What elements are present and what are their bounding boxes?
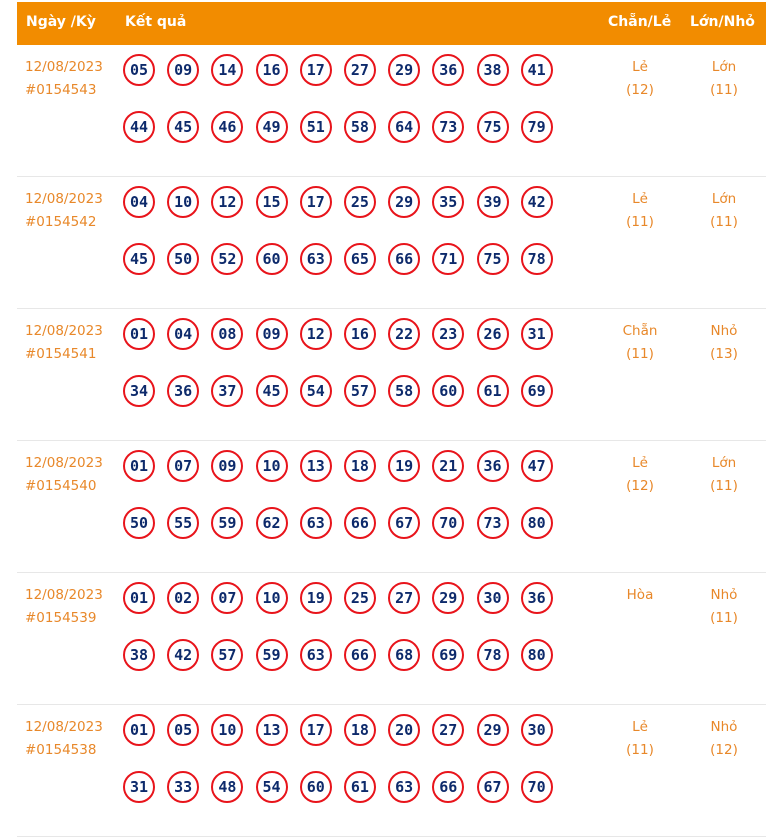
big-small-count: (13) <box>710 346 738 362</box>
number-ball: 61 <box>344 771 376 803</box>
draw-id-link[interactable]: #0154543 <box>25 82 97 98</box>
number-ball: 33 <box>167 771 199 803</box>
number-ball: 29 <box>388 54 420 86</box>
number-ball: 39 <box>477 186 509 218</box>
number-ball: 66 <box>388 243 420 275</box>
number-ball: 13 <box>256 714 288 746</box>
number-ball: 25 <box>344 186 376 218</box>
number-ball: 62 <box>256 507 288 539</box>
number-row <box>123 243 573 277</box>
number-ball: 08 <box>211 318 243 350</box>
even-odd-label: Hòa <box>626 587 654 603</box>
draw-info <box>25 584 103 630</box>
table-row <box>17 705 766 837</box>
big-small-label: Nhỏ <box>710 587 738 603</box>
table-row <box>17 45 766 177</box>
even-odd-result <box>610 452 670 498</box>
big-small-count: (11) <box>710 610 738 626</box>
even-odd-result <box>610 56 670 102</box>
number-ball: 31 <box>123 771 155 803</box>
number-ball: 09 <box>211 450 243 482</box>
number-ball: 44 <box>123 111 155 143</box>
number-ball: 01 <box>123 714 155 746</box>
big-small-label: Nhỏ <box>710 323 738 339</box>
number-ball: 04 <box>167 318 199 350</box>
number-row <box>123 771 573 805</box>
number-ball: 78 <box>521 243 553 275</box>
big-small-label: Lớn <box>711 191 737 207</box>
number-ball: 60 <box>300 771 332 803</box>
number-ball: 01 <box>123 318 155 350</box>
number-row <box>123 450 573 484</box>
draw-id-link[interactable]: #0154539 <box>25 610 97 626</box>
number-ball: 29 <box>388 186 420 218</box>
number-ball: 02 <box>167 582 199 614</box>
number-ball: 23 <box>432 318 464 350</box>
even-odd-count: (12) <box>626 82 654 98</box>
number-ball: 12 <box>300 318 332 350</box>
number-row <box>123 375 573 409</box>
even-odd-count: (11) <box>626 742 654 758</box>
number-ball: 63 <box>388 771 420 803</box>
table-row <box>17 177 766 309</box>
number-ball: 38 <box>477 54 509 86</box>
number-ball: 36 <box>167 375 199 407</box>
number-ball: 30 <box>477 582 509 614</box>
number-ball: 55 <box>167 507 199 539</box>
header-big-small: Lớn/Nhỏ <box>690 14 755 30</box>
number-ball: 49 <box>256 111 288 143</box>
draw-id-link[interactable]: #0154541 <box>25 346 97 362</box>
draw-date: 12/08/2023 <box>25 719 103 735</box>
number-ball: 22 <box>388 318 420 350</box>
number-ball: 19 <box>388 450 420 482</box>
number-ball: 25 <box>344 582 376 614</box>
number-ball: 70 <box>521 771 553 803</box>
number-ball: 51 <box>300 111 332 143</box>
number-ball: 69 <box>432 639 464 671</box>
big-small-result <box>694 452 754 498</box>
even-odd-label: Lẻ <box>632 59 648 75</box>
number-ball: 80 <box>521 507 553 539</box>
number-ball: 80 <box>521 639 553 671</box>
even-odd-result <box>610 584 670 607</box>
draw-date: 12/08/2023 <box>25 59 103 75</box>
header-date: Ngày /Kỳ <box>26 14 96 30</box>
number-ball: 10 <box>256 450 288 482</box>
number-ball: 70 <box>432 507 464 539</box>
draw-date: 12/08/2023 <box>25 455 103 471</box>
big-small-count: (11) <box>710 478 738 494</box>
number-ball: 14 <box>211 54 243 86</box>
number-ball: 58 <box>388 375 420 407</box>
number-ball: 69 <box>521 375 553 407</box>
number-row <box>123 318 573 352</box>
number-row <box>123 639 573 673</box>
table-row <box>17 573 766 705</box>
number-ball: 01 <box>123 582 155 614</box>
number-ball: 07 <box>167 450 199 482</box>
even-odd-count: (11) <box>626 346 654 362</box>
number-ball: 29 <box>432 582 464 614</box>
results-table <box>17 2 766 837</box>
big-small-label: Lớn <box>711 59 737 75</box>
number-ball: 26 <box>477 318 509 350</box>
number-row <box>123 186 573 220</box>
number-ball: 54 <box>300 375 332 407</box>
table-row <box>17 309 766 441</box>
number-ball: 64 <box>388 111 420 143</box>
number-ball: 15 <box>256 186 288 218</box>
draw-id-link[interactable]: #0154540 <box>25 478 97 494</box>
number-ball: 58 <box>344 111 376 143</box>
number-row <box>123 507 573 541</box>
number-ball: 37 <box>211 375 243 407</box>
number-ball: 73 <box>432 111 464 143</box>
result-numbers <box>123 54 573 168</box>
number-ball: 17 <box>300 714 332 746</box>
number-ball: 10 <box>256 582 288 614</box>
number-ball: 31 <box>521 318 553 350</box>
big-small-result <box>694 188 754 234</box>
number-ball: 54 <box>256 771 288 803</box>
number-ball: 07 <box>211 582 243 614</box>
number-ball: 73 <box>477 507 509 539</box>
number-ball: 36 <box>432 54 464 86</box>
number-row <box>123 714 573 748</box>
number-ball: 30 <box>521 714 553 746</box>
draw-id-link[interactable]: #0154538 <box>25 742 97 758</box>
number-ball: 10 <box>211 714 243 746</box>
number-ball: 18 <box>344 714 376 746</box>
even-odd-label: Lẻ <box>632 719 648 735</box>
number-ball: 38 <box>123 639 155 671</box>
number-ball: 59 <box>256 639 288 671</box>
number-ball: 29 <box>477 714 509 746</box>
number-ball: 42 <box>167 639 199 671</box>
number-ball: 17 <box>300 54 332 86</box>
number-ball: 79 <box>521 111 553 143</box>
draw-date: 12/08/2023 <box>25 587 103 603</box>
big-small-result <box>694 716 754 762</box>
number-ball: 01 <box>123 450 155 482</box>
big-small-result <box>694 320 754 366</box>
draw-info <box>25 56 103 102</box>
even-odd-result <box>610 716 670 762</box>
number-ball: 60 <box>256 243 288 275</box>
number-ball: 34 <box>123 375 155 407</box>
number-ball: 19 <box>300 582 332 614</box>
result-numbers <box>123 450 573 564</box>
draw-date: 12/08/2023 <box>25 191 103 207</box>
draw-info <box>25 188 103 234</box>
number-ball: 17 <box>300 186 332 218</box>
number-ball: 16 <box>344 318 376 350</box>
even-odd-label: Chẵn <box>622 323 658 339</box>
number-ball: 27 <box>344 54 376 86</box>
table-row <box>17 441 766 573</box>
number-ball: 04 <box>123 186 155 218</box>
number-ball: 57 <box>211 639 243 671</box>
number-ball: 75 <box>477 111 509 143</box>
number-ball: 45 <box>123 243 155 275</box>
number-ball: 57 <box>344 375 376 407</box>
number-ball: 36 <box>521 582 553 614</box>
even-odd-label: Lẻ <box>632 455 648 471</box>
number-ball: 05 <box>123 54 155 86</box>
result-numbers <box>123 186 573 300</box>
even-odd-count: (11) <box>626 214 654 230</box>
number-row <box>123 111 573 145</box>
even-odd-result <box>610 320 670 366</box>
number-ball: 42 <box>521 186 553 218</box>
number-ball: 68 <box>388 639 420 671</box>
result-numbers <box>123 318 573 432</box>
number-ball: 47 <box>521 450 553 482</box>
big-small-result <box>694 584 754 630</box>
number-ball: 09 <box>167 54 199 86</box>
number-ball: 75 <box>477 243 509 275</box>
number-ball: 50 <box>167 243 199 275</box>
number-ball: 67 <box>477 771 509 803</box>
header-result: Kết quả <box>125 14 187 30</box>
result-numbers <box>123 582 573 696</box>
number-ball: 46 <box>211 111 243 143</box>
number-ball: 09 <box>256 318 288 350</box>
number-ball: 67 <box>388 507 420 539</box>
number-ball: 27 <box>388 582 420 614</box>
number-ball: 59 <box>211 507 243 539</box>
number-row <box>123 582 573 616</box>
number-ball: 16 <box>256 54 288 86</box>
even-odd-result <box>610 188 670 234</box>
number-ball: 45 <box>167 111 199 143</box>
number-ball: 18 <box>344 450 376 482</box>
number-row <box>123 54 573 88</box>
number-ball: 13 <box>300 450 332 482</box>
number-ball: 63 <box>300 243 332 275</box>
result-numbers <box>123 714 573 828</box>
number-ball: 35 <box>432 186 464 218</box>
table-body <box>17 45 766 837</box>
table-header <box>17 2 766 45</box>
number-ball: 65 <box>344 243 376 275</box>
big-small-label: Lớn <box>711 455 737 471</box>
number-ball: 48 <box>211 771 243 803</box>
number-ball: 20 <box>388 714 420 746</box>
number-ball: 63 <box>300 507 332 539</box>
even-odd-count: (12) <box>626 478 654 494</box>
number-ball: 50 <box>123 507 155 539</box>
big-small-count: (12) <box>710 742 738 758</box>
number-ball: 61 <box>477 375 509 407</box>
number-ball: 66 <box>432 771 464 803</box>
big-small-result <box>694 56 754 102</box>
number-ball: 12 <box>211 186 243 218</box>
number-ball: 36 <box>477 450 509 482</box>
number-ball: 45 <box>256 375 288 407</box>
number-ball: 78 <box>477 639 509 671</box>
number-ball: 21 <box>432 450 464 482</box>
draw-id-link[interactable]: #0154542 <box>25 214 97 230</box>
header-even-odd: Chẵn/Lẻ <box>608 14 672 30</box>
draw-info <box>25 716 103 762</box>
number-ball: 66 <box>344 639 376 671</box>
number-ball: 05 <box>167 714 199 746</box>
number-ball: 41 <box>521 54 553 86</box>
number-ball: 63 <box>300 639 332 671</box>
number-ball: 60 <box>432 375 464 407</box>
number-ball: 10 <box>167 186 199 218</box>
even-odd-label: Lẻ <box>632 191 648 207</box>
draw-info <box>25 320 103 366</box>
number-ball: 27 <box>432 714 464 746</box>
number-ball: 52 <box>211 243 243 275</box>
draw-date: 12/08/2023 <box>25 323 103 339</box>
number-ball: 71 <box>432 243 464 275</box>
number-ball: 66 <box>344 507 376 539</box>
big-small-count: (11) <box>710 214 738 230</box>
big-small-label: Nhỏ <box>710 719 738 735</box>
big-small-count: (11) <box>710 82 738 98</box>
draw-info <box>25 452 103 498</box>
